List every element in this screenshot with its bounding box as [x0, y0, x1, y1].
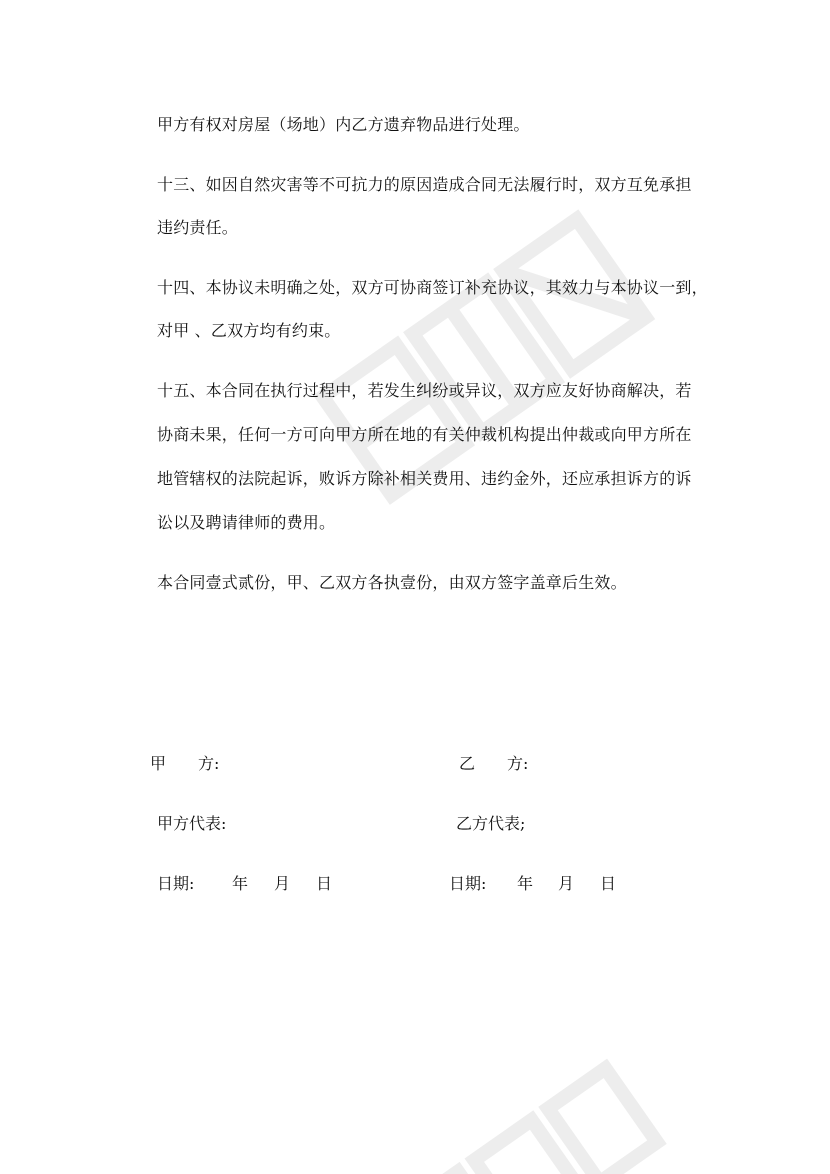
- closing-paragraph: 本合同壹式贰份，甲、乙双方各执壹份，由双方签字盖章后生效。: [157, 573, 627, 592]
- party-b-date-label: 日期:: [449, 874, 487, 893]
- party-b-date-month: 月: [558, 874, 575, 893]
- paragraph-12-line-1: 甲方有权对房屋（场地）内乙方遗弃物品进行处理。: [157, 115, 530, 134]
- party-a-date-month: 月: [274, 874, 291, 893]
- party-b-label: 乙 方:: [459, 754, 529, 773]
- paragraph-15-line-3: 地管辖权的法院起诉，败诉方除补相关费用、违约金外，还应承担诉方的诉: [157, 469, 692, 488]
- party-a-date-day: 日: [316, 874, 333, 893]
- watermark-logo-bottom: [380, 1050, 680, 1174]
- paragraph-13-line-2: 违约责任。: [157, 218, 239, 237]
- party-a-date-label: 日期:: [157, 874, 195, 893]
- party-b-date-year: 年: [517, 874, 534, 893]
- paragraph-15-line-4: 讼以及聘请律师的费用。: [157, 513, 336, 532]
- paragraph-15-line-1: 十五、本合同在执行过程中，若发生纠纷或异议，双方应友好协商解决，若: [157, 381, 692, 400]
- party-a-date-year: 年: [232, 874, 249, 893]
- party-a-label: 甲 方:: [150, 754, 220, 773]
- party-b-date-day: 日: [600, 874, 617, 893]
- party-a-representative-label: 甲方代表:: [157, 814, 227, 833]
- party-b-representative-label: 乙方代表;: [456, 814, 526, 833]
- paragraph-15-line-2: 协商未果，任何一方可向甲方所在地的有关仲裁机构提出仲裁或向甲方所在: [157, 425, 692, 444]
- paragraph-14-line-2: 对甲 、乙双方均有约束。: [157, 321, 341, 340]
- paragraph-14-line-1: 十四、本协议未明确之处，双方可协商签订补充协议，其效力与本协议一到，: [157, 278, 708, 297]
- paragraph-13-line-1: 十三、如因自然灾害等不可抗力的原因造成合同无法履行时，双方互免承担: [157, 175, 692, 194]
